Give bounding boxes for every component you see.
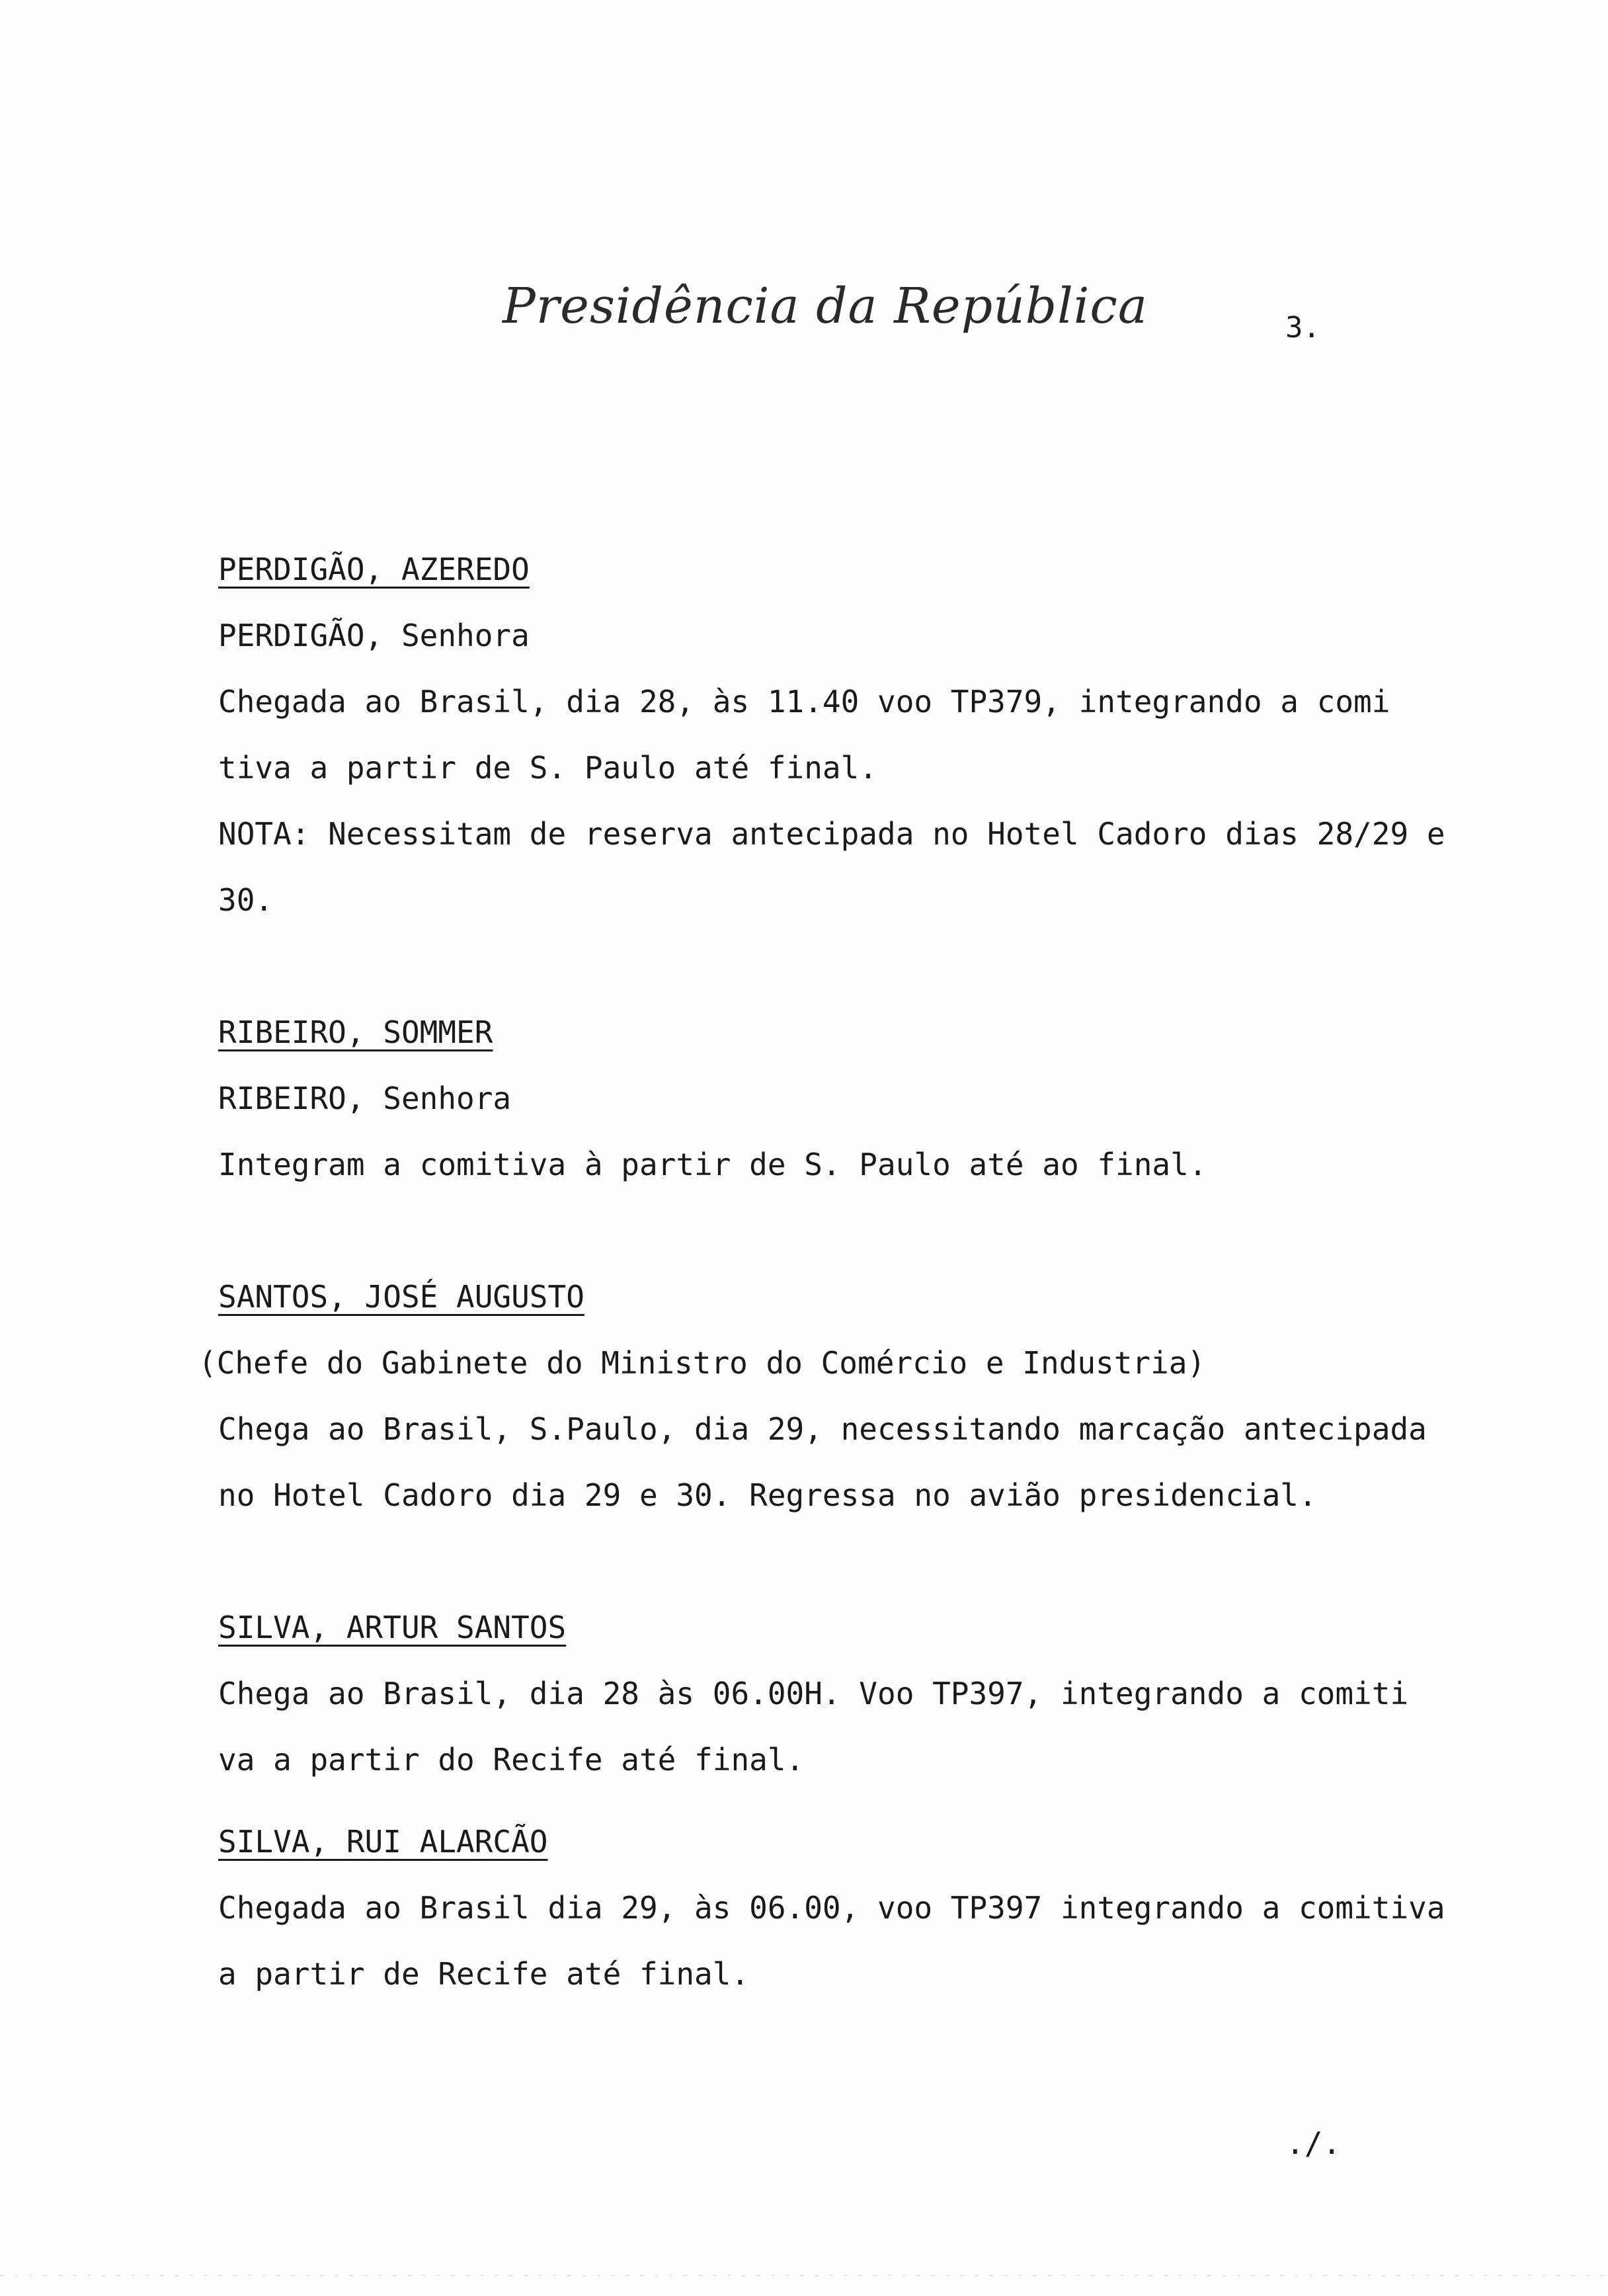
- page-number: 3.: [1285, 311, 1320, 345]
- entry-heading: PERDIGÃO, AZEREDO: [218, 552, 530, 587]
- scan-artifact-strip: [0, 2275, 1608, 2276]
- entry-line: 30.: [218, 882, 274, 918]
- entry-line: Chega ao Brasil, dia 28 às 06.00H. Voo TP397, integrando a comiti: [218, 1676, 1409, 1711]
- entry-line: RIBEIRO, Senhora: [218, 1081, 512, 1116]
- entry-line: Chegada ao Brasil dia 29, às 06.00, voo TP397 integrando a comitiva: [218, 1890, 1445, 1926]
- entry-line: tiva a partir de S. Paulo até final.: [218, 750, 877, 786]
- letterhead-logo: Presidência da República: [502, 278, 1148, 335]
- entry-heading: RIBEIRO, SOMMER: [218, 1014, 493, 1050]
- entry-line: PERDIGÃO, Senhora: [218, 618, 530, 653]
- entry-line: va a partir do Recife até final.: [218, 1742, 805, 1778]
- continuation-mark: ./.: [1286, 2125, 1342, 2161]
- entry-heading: SANTOS, JOSÉ AUGUSTO: [218, 1279, 584, 1315]
- entry-line: a partir de Recife até final.: [218, 1956, 750, 1992]
- entry-heading: SILVA, ARTUR SANTOS: [218, 1610, 567, 1645]
- entry-line: Chegada ao Brasil, dia 28, às 11.40 voo TP379, integrando a comi: [218, 684, 1390, 719]
- entry-line: Chega ao Brasil, S.Paulo, dia 29, necessitando marcação antecipada: [218, 1411, 1427, 1447]
- entry-line: (Chefe do Gabinete do Ministro do Comércio e Industria): [198, 1345, 1206, 1381]
- entry-heading: SILVA, RUI ALARCÃO: [218, 1824, 548, 1860]
- entry-line: NOTA: Necessitam de reserva antecipada no Hotel Cadoro dias 28/29 e: [218, 816, 1445, 852]
- entry-line: no Hotel Cadoro dia 29 e 30. Regressa no avião presidencial.: [218, 1477, 1317, 1513]
- entry-line: Integram a comitiva à partir de S. Paulo até ao final.: [218, 1147, 1207, 1182]
